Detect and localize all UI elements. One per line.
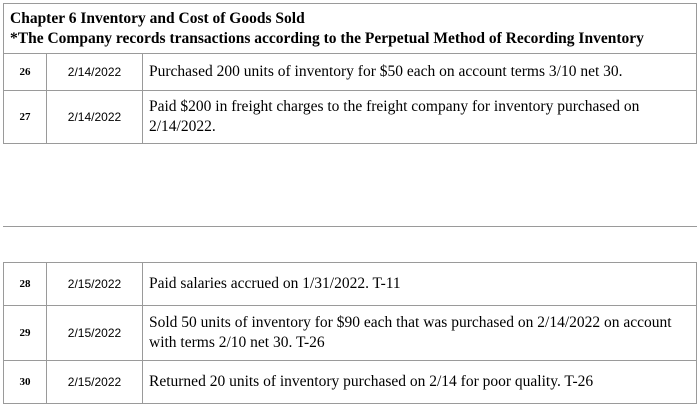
chapter-title: Chapter 6 Inventory and Cost of Goods Sold: [10, 10, 305, 27]
row-description: Purchased 200 units of inventory for $50 each on account terms 3/10 net 30.: [149, 63, 623, 80]
row-number: 27: [4, 91, 47, 144]
table-row: [4, 361, 696, 404]
row-date: 2/14/2022: [47, 91, 143, 144]
row-number: 29: [4, 306, 47, 361]
row-date: 2/15/2022: [47, 263, 143, 306]
row-description: Paid $200 in freight charges to the freight company for inventory purchased on 2/14/2022.: [143, 91, 697, 144]
row-description: Paid salaries accrued on 1/31/2022. T-11: [149, 275, 401, 292]
table-header: [4, 4, 696, 54]
row-date: 2/15/2022: [47, 306, 143, 361]
table-row: [4, 306, 696, 361]
transactions-table-top: [3, 3, 697, 144]
row-description: Sold 50 units of inventory for $90 each that was purchased on 2/14/2022 on account with terms 2/10 net 30. T-26: [143, 306, 697, 361]
row-number: 28: [4, 263, 47, 306]
table-row: [4, 263, 696, 306]
method-note: *The Company records transactions according to the Perpetual Method of Recording Inventory: [10, 30, 644, 47]
transactions-table-bottom: [3, 262, 697, 404]
row-description: Returned 20 units of inventory purchased on 2/14 for poor quality. T-26: [143, 361, 697, 404]
row-number: 30: [4, 361, 47, 404]
transactions-grid-bottom: [4, 263, 696, 403]
transactions-grid-top: [4, 54, 696, 143]
section-divider: [3, 226, 697, 227]
table-row: [4, 91, 696, 144]
row-number: 26: [4, 54, 47, 91]
row-date: 2/14/2022: [47, 54, 143, 91]
table-row: [4, 54, 696, 91]
row-date: 2/15/2022: [47, 361, 143, 404]
